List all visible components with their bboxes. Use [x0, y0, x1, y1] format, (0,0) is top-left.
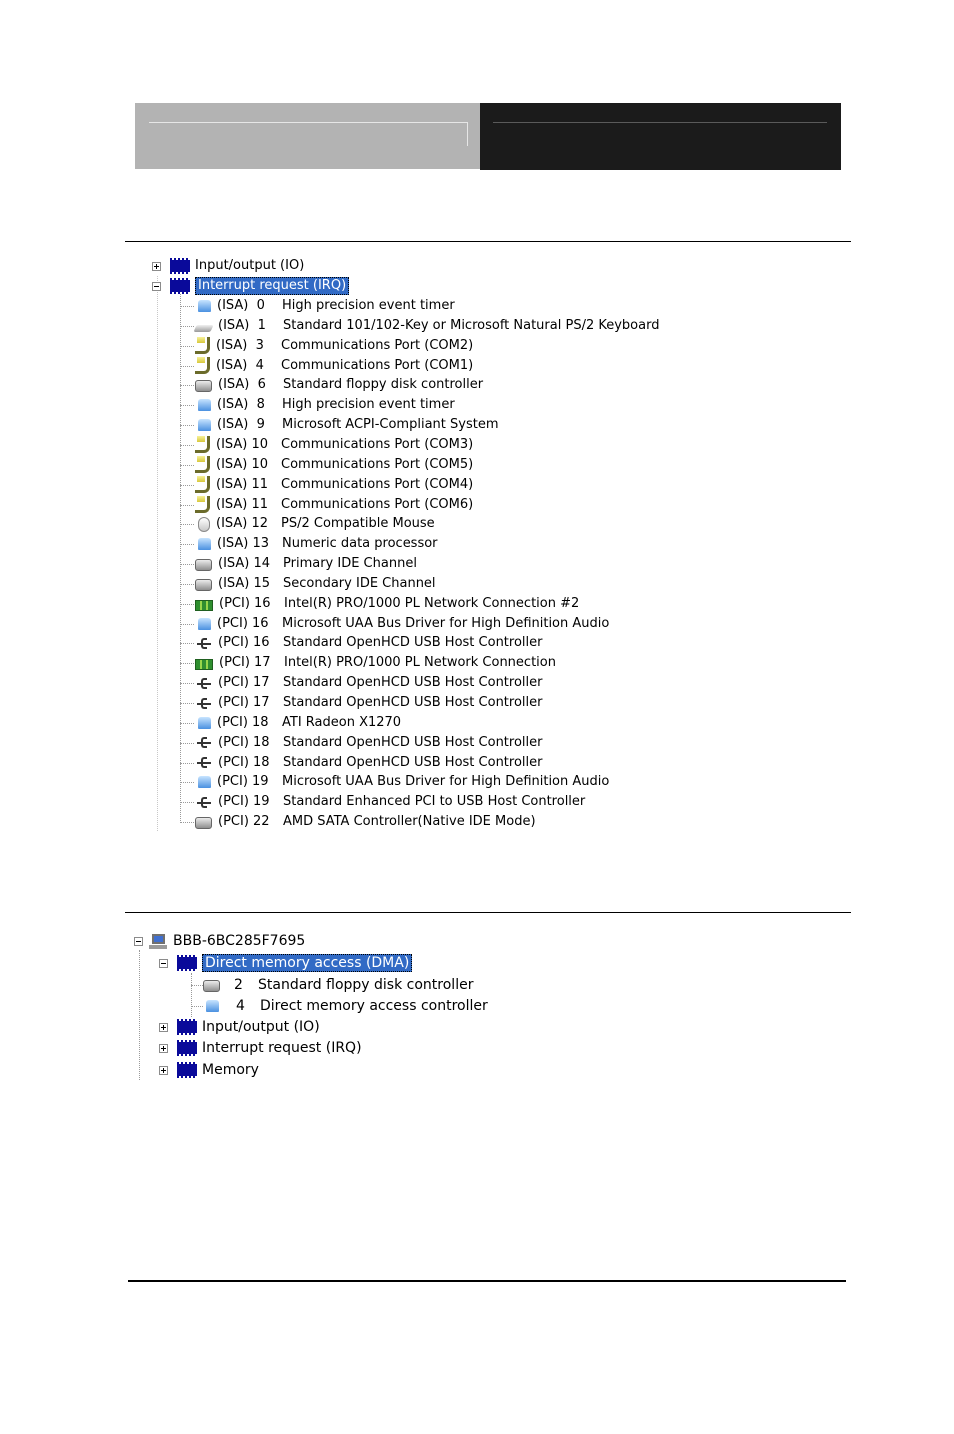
collapse-icon[interactable]	[152, 282, 161, 291]
device-name: Communications Port (COM4)	[281, 476, 474, 492]
tree-node-memory[interactable]	[159, 1060, 259, 1080]
resource-category-icon	[170, 260, 190, 272]
irq-number: (ISA) 11	[216, 476, 269, 492]
irq-number: (PCI) 17	[218, 675, 270, 691]
usb-icon	[195, 755, 212, 770]
irq-number: (ISA) 8	[217, 397, 265, 413]
irq-entry[interactable]	[195, 435, 473, 455]
irq-number: (PCI) 16	[219, 595, 271, 611]
device-name: Numeric data processor	[282, 536, 438, 552]
irq-number: (PCI) 18	[217, 714, 269, 730]
tree-node-io[interactable]	[159, 1017, 320, 1037]
port-icon	[195, 476, 210, 493]
port-icon	[195, 436, 210, 453]
irq-number: (ISA) 14	[218, 556, 271, 572]
device-name: Standard floppy disk controller	[258, 977, 474, 993]
resource-category-icon	[177, 1064, 197, 1076]
irq-number: (ISA) 11	[216, 496, 269, 512]
drive-icon	[195, 579, 212, 591]
irq-number: (ISA) 6	[218, 377, 266, 393]
device-name: Communications Port (COM6)	[281, 496, 474, 512]
device-name: Standard OpenHCD USB Host Controller	[283, 734, 543, 750]
irq-number: (PCI) 16	[217, 615, 269, 631]
irq-entry[interactable]	[195, 594, 579, 614]
irq-entry[interactable]	[195, 554, 417, 574]
tree-node-label: Input/output (IO)	[195, 258, 305, 273]
device-name: Microsoft ACPI-Compliant System	[282, 417, 499, 433]
monitor-icon	[198, 776, 211, 788]
tree-node-irq[interactable]	[152, 276, 349, 296]
drive-icon	[203, 980, 220, 992]
irq-entry[interactable]	[195, 653, 556, 673]
resource-category-icon	[177, 1042, 197, 1054]
dma-channel: 2	[234, 977, 243, 993]
dma-entry[interactable]	[203, 975, 473, 995]
usb-icon	[195, 735, 212, 750]
monitor-icon	[198, 419, 211, 431]
irq-entry[interactable]	[195, 475, 473, 495]
monitor-icon	[198, 399, 211, 411]
tree-node-label: Input/output (IO)	[202, 1019, 320, 1035]
irq-number: (PCI) 22	[218, 814, 270, 830]
irq-number: (ISA) 13	[217, 536, 270, 552]
computer-label: BBB-6BC285F7695	[173, 933, 306, 949]
irq-number: (ISA) 4	[216, 357, 264, 373]
irq-number: (PCI) 19	[217, 774, 269, 790]
irq-number: (ISA) 1	[218, 317, 266, 333]
tree-node-computer[interactable]	[134, 931, 305, 951]
irq-number: (PCI) 19	[218, 794, 270, 810]
resource-category-icon	[177, 957, 197, 969]
irq-number: (PCI) 18	[218, 754, 270, 770]
expand-icon[interactable]	[152, 262, 161, 271]
device-name: Standard Enhanced PCI to USB Host Controller	[283, 794, 586, 810]
irq-number: (ISA) 9	[217, 417, 265, 433]
irq-entry[interactable]	[195, 574, 436, 594]
irq-entry[interactable]	[195, 395, 455, 415]
header-banner-left	[135, 103, 480, 169]
monitor-icon	[198, 538, 211, 550]
device-name: Direct memory access controller	[260, 998, 488, 1014]
device-name: Communications Port (COM1)	[281, 357, 474, 373]
irq-entry[interactable]	[195, 713, 401, 733]
keyboard-icon	[193, 325, 213, 332]
tree-node-dma[interactable]	[159, 953, 412, 973]
tree-node-io[interactable]	[152, 256, 304, 276]
irq-entry[interactable]	[195, 673, 543, 693]
monitor-icon	[206, 1000, 219, 1012]
resource-category-icon	[177, 1021, 197, 1033]
device-name: Secondary IDE Channel	[283, 575, 436, 591]
irq-number: (PCI) 18	[218, 734, 270, 750]
device-name: Intel(R) PRO/1000 PL Network Connection	[284, 655, 556, 671]
device-name: Standard 101/102-Key or Microsoft Natural PS/2 Keyboard	[283, 317, 660, 333]
device-name: AMD SATA Controller(Native IDE Mode)	[283, 814, 536, 830]
network-icon	[195, 659, 213, 670]
device-name: Microsoft UAA Bus Driver for High Definition Audio	[282, 615, 610, 631]
irq-entry[interactable]	[195, 812, 536, 832]
expand-icon[interactable]	[159, 1044, 168, 1053]
irq-entry[interactable]	[195, 633, 543, 653]
device-name: Standard OpenHCD USB Host Controller	[283, 754, 543, 770]
drive-icon	[195, 817, 212, 829]
device-name: ATI Radeon X1270	[282, 714, 402, 730]
tree-node-label-selected: Interrupt request (IRQ)	[195, 277, 349, 295]
device-name: Intel(R) PRO/1000 PL Network Connection #2	[284, 595, 580, 611]
irq-entry[interactable]	[195, 534, 438, 554]
device-name: Microsoft UAA Bus Driver for High Definition Audio	[282, 774, 610, 790]
irq-number: (ISA) 10	[216, 456, 269, 472]
monitor-icon	[198, 300, 211, 312]
monitor-icon	[198, 618, 211, 630]
device-name: Standard OpenHCD USB Host Controller	[283, 635, 543, 651]
irq-entry[interactable]	[195, 356, 473, 376]
usb-icon	[195, 795, 212, 810]
port-icon	[195, 456, 210, 473]
drive-icon	[195, 559, 212, 571]
device-name: Standard floppy disk controller	[283, 377, 484, 393]
usb-icon	[195, 676, 212, 691]
tree-node-label: Interrupt request (IRQ)	[202, 1040, 362, 1056]
mouse-icon	[198, 517, 210, 532]
irq-entry[interactable]	[195, 375, 483, 395]
section-rule-middle	[125, 912, 851, 913]
irq-entry[interactable]	[195, 614, 609, 634]
tree-node-irq[interactable]	[159, 1038, 362, 1058]
device-name: Communications Port (COM2)	[281, 337, 474, 353]
usb-icon	[195, 636, 212, 651]
header-banner-right	[480, 103, 841, 170]
device-name: Communications Port (COM3)	[281, 436, 474, 452]
irq-number: (PCI) 17	[218, 695, 270, 710]
irq-entry[interactable]	[195, 514, 435, 534]
expand-icon[interactable]	[159, 1066, 168, 1075]
expand-icon[interactable]	[159, 1023, 168, 1032]
device-name: High precision event timer	[282, 298, 455, 313]
irq-number: (PCI) 16	[218, 635, 270, 651]
device-name: PS/2 Compatible Mouse	[281, 516, 435, 532]
irq-entry[interactable]	[195, 495, 473, 515]
device-name: Standard OpenHCD USB Host Controller	[283, 675, 543, 691]
irq-entry[interactable]	[195, 455, 473, 475]
irq-entry[interactable]	[195, 772, 609, 792]
network-icon	[195, 600, 213, 611]
footer-rule	[128, 1280, 846, 1282]
port-icon	[195, 357, 210, 374]
port-icon	[195, 337, 210, 354]
resource-category-icon	[170, 280, 190, 292]
device-name: Primary IDE Channel	[283, 556, 417, 572]
irq-number: (PCI) 17	[219, 655, 271, 671]
device-name: Standard OpenHCD USB Host Controller	[283, 695, 543, 710]
irq-entry[interactable]	[195, 316, 659, 336]
device-name: High precision event timer	[282, 397, 455, 413]
irq-entry[interactable]	[195, 792, 585, 812]
irq-entry[interactable]	[195, 415, 498, 435]
usb-icon	[195, 696, 212, 711]
dma-channel: 4	[236, 998, 245, 1014]
irq-number: (ISA) 0	[217, 298, 265, 313]
collapse-icon[interactable]	[159, 959, 168, 968]
device-name: Communications Port (COM5)	[281, 456, 474, 472]
irq-number: (ISA) 12	[216, 516, 269, 532]
irq-number: (ISA) 3	[216, 337, 264, 353]
dma-entry[interactable]	[203, 996, 488, 1016]
monitor-icon	[198, 717, 211, 729]
tree-node-label-selected: Direct memory access (DMA)	[202, 954, 412, 972]
collapse-icon[interactable]	[134, 937, 143, 946]
irq-entry[interactable]	[195, 336, 473, 356]
tree-node-label: Memory	[202, 1062, 259, 1078]
section-rule-top	[125, 241, 851, 242]
irq-entry[interactable]	[195, 296, 455, 316]
port-icon	[195, 496, 210, 513]
drive-icon	[195, 380, 212, 392]
irq-entry[interactable]	[195, 693, 543, 713]
irq-entry[interactable]	[195, 733, 543, 753]
irq-entry[interactable]	[195, 753, 543, 773]
irq-number: (ISA) 10	[216, 436, 269, 452]
computer-icon	[149, 933, 167, 949]
irq-number: (ISA) 15	[218, 575, 271, 591]
